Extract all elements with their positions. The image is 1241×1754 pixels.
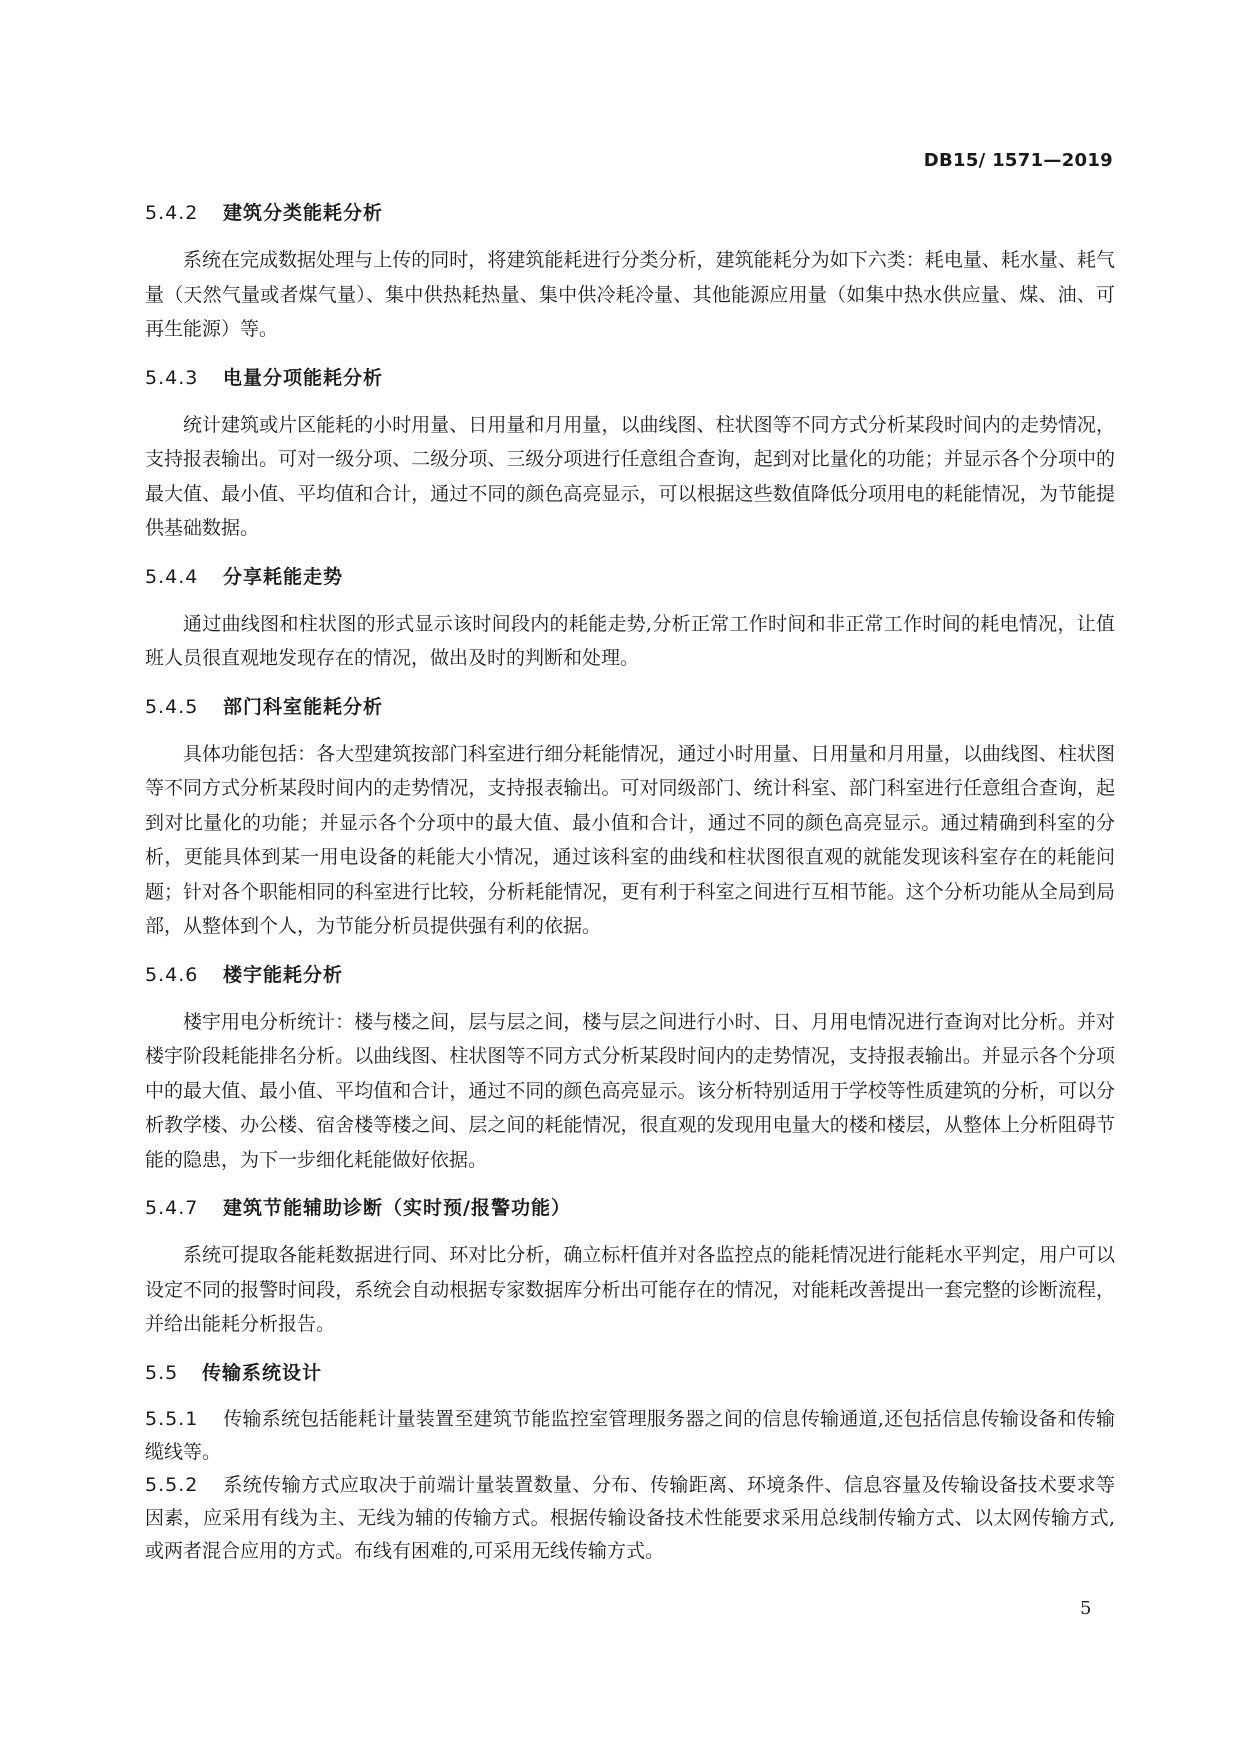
section-5-5	[145, 1358, 1115, 1568]
section-number: 5.4.3	[145, 366, 199, 389]
section-heading	[145, 960, 1115, 990]
clause-number: 5.5.2	[145, 1473, 199, 1496]
section-title: 传输系统设计	[202, 1361, 323, 1384]
section-number: 5.4.2	[145, 202, 199, 224]
document-code: DB15/ 1571—2019	[923, 150, 1113, 171]
section-heading	[145, 363, 1115, 393]
clause-5-5-2	[145, 1469, 1115, 1568]
section-paragraph: 具体功能包括：各大型建筑按部门科室进行细分耗能情况，通过小时用量、日用量和月用量，以曲线图、柱状图等不同方式分析某段时间内的走势情况，支持报表输出。可对同级部门、统计科室、部门科室进行任意组合查询，起到对比量化的功能；并显示各个分项中的最大值、最小值和合计，通过不同的颜色高亮显示。通过精确到科室的分析，更能具体到某一用电设备的耗能大小情况，通过该科室的曲线和柱状图很直观的就能发现该科室存在的耗能问题；针对各个职能相同的科室进行比较，分析耗能情况，更有利于科室之间进行互相节能。这个分析功能从全局到局部，从整体到个人，为节能分析员提供强有利的依据。	[145, 742, 1115, 937]
section-number: 5.4.6	[145, 963, 199, 986]
section-number: 5.4.4	[145, 565, 199, 588]
section-5-4-3	[145, 363, 1115, 546]
section-title: 建筑分类能耗分析	[223, 202, 384, 224]
clause-text: 系统传输方式应取决于前端计量装置数量、分布、传输距离、环境条件、信息容量及传输设备技术要求等因素，应采用有线为主、无线为辅的传输方式。根据传输设备技术性能要求采用总线制传输方式、以太网传输方式,或两者混合应用的方式。布线有困难的,可采用无线传输方式。	[145, 1473, 1115, 1562]
section-paragraph: 系统在完成数据处理与上传的同时，将建筑能耗进行分类分析，建筑能耗分为如下六类：耗电量、耗水量、耗气量（天然气量或者煤气量）、集中供热耗热量、集中供冷耗冷量、其他能源应用量（如集中热水供应量、煤、油、可再生能源）等。	[145, 249, 1115, 340]
section-heading	[145, 1358, 1115, 1388]
section-paragraph: 系统可提取各能耗数据进行同、环对比分析，确立标杆值并对各监控点的能耗情况进行能耗水平判定，用户可以设定不同的报警时间段，系统会自动根据专家数据库分析出可能存在的情况，对能耗改善提出一套完整的诊断流程，并给出能耗分析报告。	[145, 1244, 1115, 1335]
section-5-4-6	[145, 960, 1115, 1178]
section-heading	[145, 692, 1115, 722]
section-title: 电量分项能耗分析	[223, 366, 384, 389]
section-heading	[145, 198, 1115, 228]
section-number: 5.5	[145, 1361, 179, 1384]
clause-5-5-1	[145, 1403, 1115, 1469]
section-title: 楼宇能耗分析	[223, 963, 344, 986]
section-heading	[145, 562, 1115, 592]
clause-text: 传输系统包括能耗计量装置至建筑节能监控室管理服务器之间的信息传输通道,还包括信息传输设备和传输缆线等。	[145, 1407, 1115, 1463]
page-number: 5	[1080, 1598, 1092, 1619]
document-body	[145, 198, 1115, 1568]
section-title: 建筑节能辅助诊断（实时预/报警功能）	[223, 1197, 571, 1219]
section-number: 5.4.7	[145, 1197, 199, 1219]
section-paragraph: 统计建筑或片区能耗的小时用量、日用量和月用量，以曲线图、柱状图等不同方式分析某段时间内的走势情况，支持报表输出。可对一级分项、二级分项、三级分项进行任意组合查询，起到对比量化的功能；并显示各个分项中的最大值、最小值、平均值和合计，通过不同的颜色高亮显示，可以根据这些数值降低分项用电的耗能情况，为节能提供基础数据。	[145, 413, 1115, 539]
section-5-4-7	[145, 1193, 1115, 1342]
section-heading	[145, 1193, 1115, 1223]
section-title: 分享耗能走势	[223, 565, 344, 588]
clause-number: 5.5.1	[145, 1407, 199, 1430]
section-paragraph: 楼宇用电分析统计：楼与楼之间，层与层之间，楼与层之间进行小时、日、月用电情况进行查询对比分析。并对楼宇阶段耗能排名分析。以曲线图、柱状图等不同方式分析某段时间内的走势情况，支持报表输出。并显示各个分项中的最大值、最小值、平均值和合计，通过不同的颜色高亮显示。该分析特别适用于学校等性质建筑的分析，可以分析教学楼、办公楼、宿舍楼等楼之间、层之间的耗能情况，很直观的发现用电量大的楼和楼层，从整体上分析阻碍节能的隐患，为下一步细化耗能做好依据。	[145, 1010, 1115, 1171]
section-5-4-2	[145, 198, 1115, 347]
section-5-4-4	[145, 562, 1115, 676]
section-5-4-5	[145, 692, 1115, 944]
section-title: 部门科室能耗分析	[223, 695, 384, 718]
section-number: 5.4.5	[145, 695, 199, 718]
section-paragraph: 通过曲线图和柱状图的形式显示该时间段内的耗能走势,分析正常工作时间和非正常工作时间的耗电情况，让值班人员很直观地发现存在的情况，做出及时的判断和处理。	[145, 612, 1115, 669]
